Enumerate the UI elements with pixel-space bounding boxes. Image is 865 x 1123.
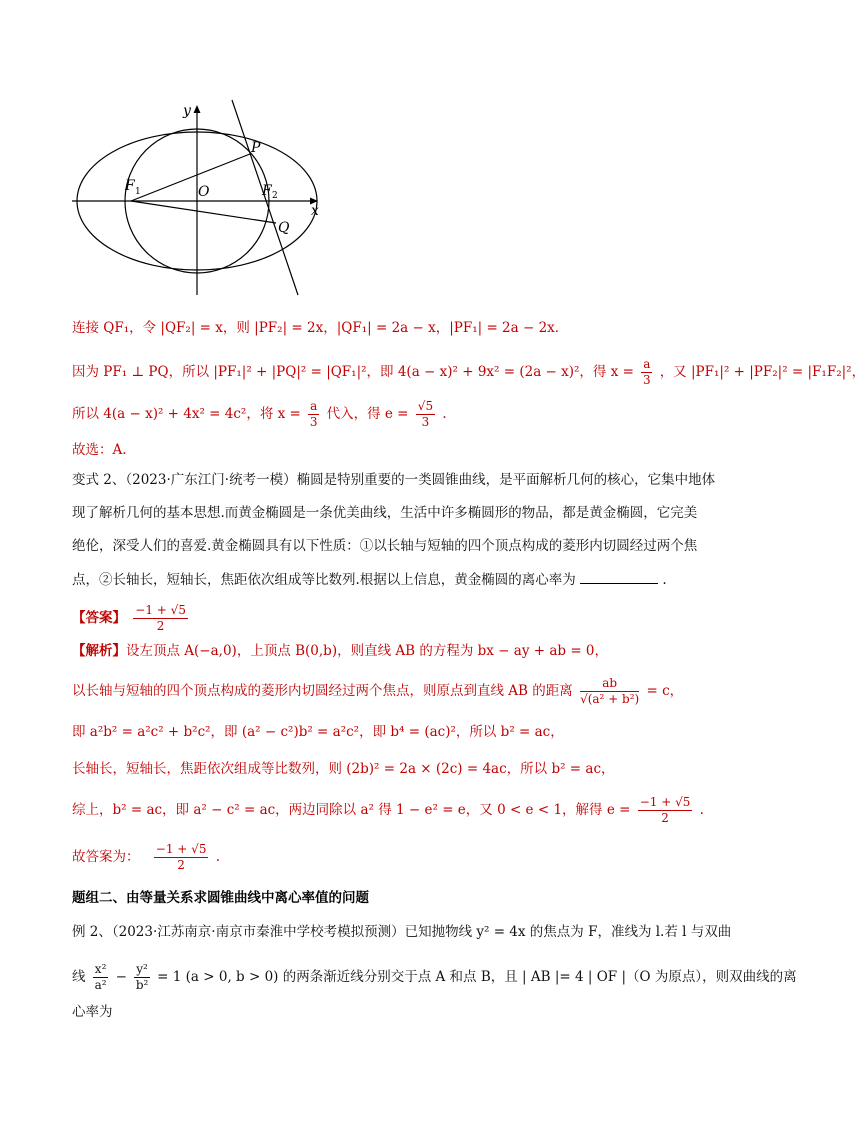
frac-num: x²	[94, 962, 107, 976]
answer-fraction	[133, 603, 188, 634]
final-answer-end: .	[215, 849, 221, 865]
segment-f1q	[131, 201, 276, 223]
solution-line-2	[72, 357, 865, 388]
variant2-line-4	[72, 569, 667, 590]
frac-num: ab	[580, 676, 639, 692]
solution-line-3-text-b: 代入，得 e =	[326, 406, 409, 422]
example2-line-2-text-a: 线	[72, 969, 86, 985]
variant2-line-2: 现了解析几何的基本思想.而黄金椭圆是一条优美曲线，生活中许多椭圆形的物品，都是黄金椭圆，它完美	[72, 505, 698, 521]
variant2-line-4-end: .	[662, 572, 667, 588]
section-title: 题组二、由等量关系求圆锥曲线中离心率值的问题	[72, 890, 369, 906]
frac-num: √5	[417, 399, 434, 413]
variant2-line-1: 变式 2、（2023·广东江门·统考一模）椭圆是特别重要的一类圆锥曲线，是平面解析几何的核心，它集中地体	[72, 472, 716, 488]
frac-den: 2	[156, 619, 165, 633]
final-answer-label: 故答案为：	[72, 849, 140, 865]
frac-den: √(a² + b²)	[580, 692, 640, 706]
frac-den: 2	[661, 811, 669, 825]
fraction-a-over-3	[641, 357, 652, 388]
example2-line-3: 心率为	[72, 1004, 113, 1020]
variant2-line-4-text: 点，②长轴长，短轴长，焦距依次组成等比数列.根据以上信息，黄金椭圆的离心率为	[72, 572, 576, 588]
label-x: x	[311, 203, 319, 219]
frac-num: −1 + √5	[135, 603, 186, 617]
label-f2: F	[262, 183, 272, 199]
minus-sign: −	[115, 969, 127, 985]
frac-den: a²	[94, 978, 107, 992]
label-f1-sub: 1	[135, 187, 141, 197]
label-f1: F	[125, 178, 135, 194]
example2-line-2-text-b: = 1 (a > 0, b > 0) 的两条渐近线分别交于点 A 和点 B，且 | AB |= 4 | OF |（O 为原点），则双曲线的离	[157, 969, 797, 985]
fraction-sqrt5-over-3	[416, 399, 435, 430]
frac-num: y²	[136, 962, 148, 976]
distance-fraction	[580, 676, 639, 707]
analysis-line-3: 即 a²b² = a²c² + b²c²，即 (a² − c²)b² = a²c²，即 b⁴ = (ac)²，所以 b² = ac，	[72, 724, 564, 740]
geometry-diagram	[66, 95, 336, 300]
frac-den: 2	[177, 858, 185, 872]
analysis-line-2-text-b: = c，	[646, 683, 684, 699]
hyperbola-fraction-y	[134, 962, 150, 993]
solution-line-3-text-a: 所以 4(a − x)² + 4x² = 4c²，将 x =	[72, 406, 301, 422]
solution-line-3	[72, 399, 447, 430]
label-p: P	[251, 140, 261, 156]
solution-line-1: 连接 QF₁，令 |QF₂| = x，则 |PF₂| = 2x，|QF₁| = 2a − x，|PF₁| = 2a − 2x．	[72, 320, 569, 336]
frac-num: a	[643, 357, 651, 371]
analysis-line-1-text: 设左顶点 A(−a,0)，上顶点 B(0,b)，则直线 AB 的方程为 bx − ay + ab = 0，	[126, 643, 609, 659]
label-q: Q	[278, 220, 290, 236]
frac-num: −1 + √5	[155, 842, 207, 856]
hyperbola-fraction-x	[93, 962, 109, 993]
analysis-line-1	[72, 641, 608, 661]
analysis-tag: 【解析】	[72, 643, 126, 659]
label-o: O	[198, 184, 210, 200]
y-axis-arrow	[194, 105, 201, 113]
frac-den: 3	[421, 415, 430, 429]
label-f2-sub: 2	[272, 191, 278, 201]
example2-line-1: 例 2、（2023·江苏南京·南京市秦淮中学校考模拟预测）已知抛物线 y² = 4x 的焦点为 F，准线为 l.若 l 与双曲	[72, 924, 732, 940]
analysis-line-2-text-a: 以长轴与短轴的四个顶点构成的菱形内切圆经过两个焦点，则原点到直线 AB 的距离	[72, 683, 573, 699]
fraction-a-over-3	[308, 399, 319, 430]
answer-blank	[580, 569, 658, 584]
analysis-line-4: 长轴长，短轴长，焦距依次组成等比数列，则 (2b)² = 2a × (2c) = 4ac，所以 b² = ac，	[72, 761, 615, 777]
analysis-line-2	[72, 676, 683, 707]
variant2-line-3: 绝伦，深受人们的喜爱.黄金椭圆具有以下性质：①以长轴与短轴的四个顶点构成的菱形内切圆经过两个焦	[72, 538, 698, 554]
answer-tag: 【答案】	[72, 610, 126, 626]
frac-num: a	[310, 399, 318, 413]
frac-den: 3	[309, 415, 318, 429]
frac-den: 3	[642, 373, 651, 387]
analysis-line-5-text-a: 综上，b² = ac，即 a² − c² = ac，两边同除以 a² 得 1 − e² = e，又 0 < e < 1，解得 e =	[72, 802, 631, 818]
ellipse-circle-figure	[66, 95, 336, 300]
analysis-line-5-text-b: .	[699, 802, 704, 818]
frac-den: b²	[135, 978, 149, 992]
segment-f1p	[131, 154, 250, 201]
solution-conclusion: 故选：A.	[72, 442, 127, 458]
label-y: y	[183, 103, 191, 119]
solution-line-3-text-c: .	[442, 406, 447, 422]
eccentricity-fraction	[638, 795, 693, 826]
example2-line-2	[72, 962, 797, 993]
analysis-line-5	[72, 795, 704, 826]
frac-num: −1 + √5	[639, 795, 691, 809]
solution-line-2-text-b: ，又 |PF₁|² + |PF₂|² = |F₁F₂|²，	[659, 364, 865, 380]
answer-line	[72, 603, 191, 634]
solution-line-2-text-a: 因为 PF₁ ⊥ PQ，所以 |PF₁|² + |PQ|² = |QF₁|²，即 4(a − x)² + 9x² = (2a − x)²，得 x =	[72, 364, 634, 380]
final-answer-fraction	[154, 842, 209, 873]
final-answer-line	[72, 842, 220, 873]
